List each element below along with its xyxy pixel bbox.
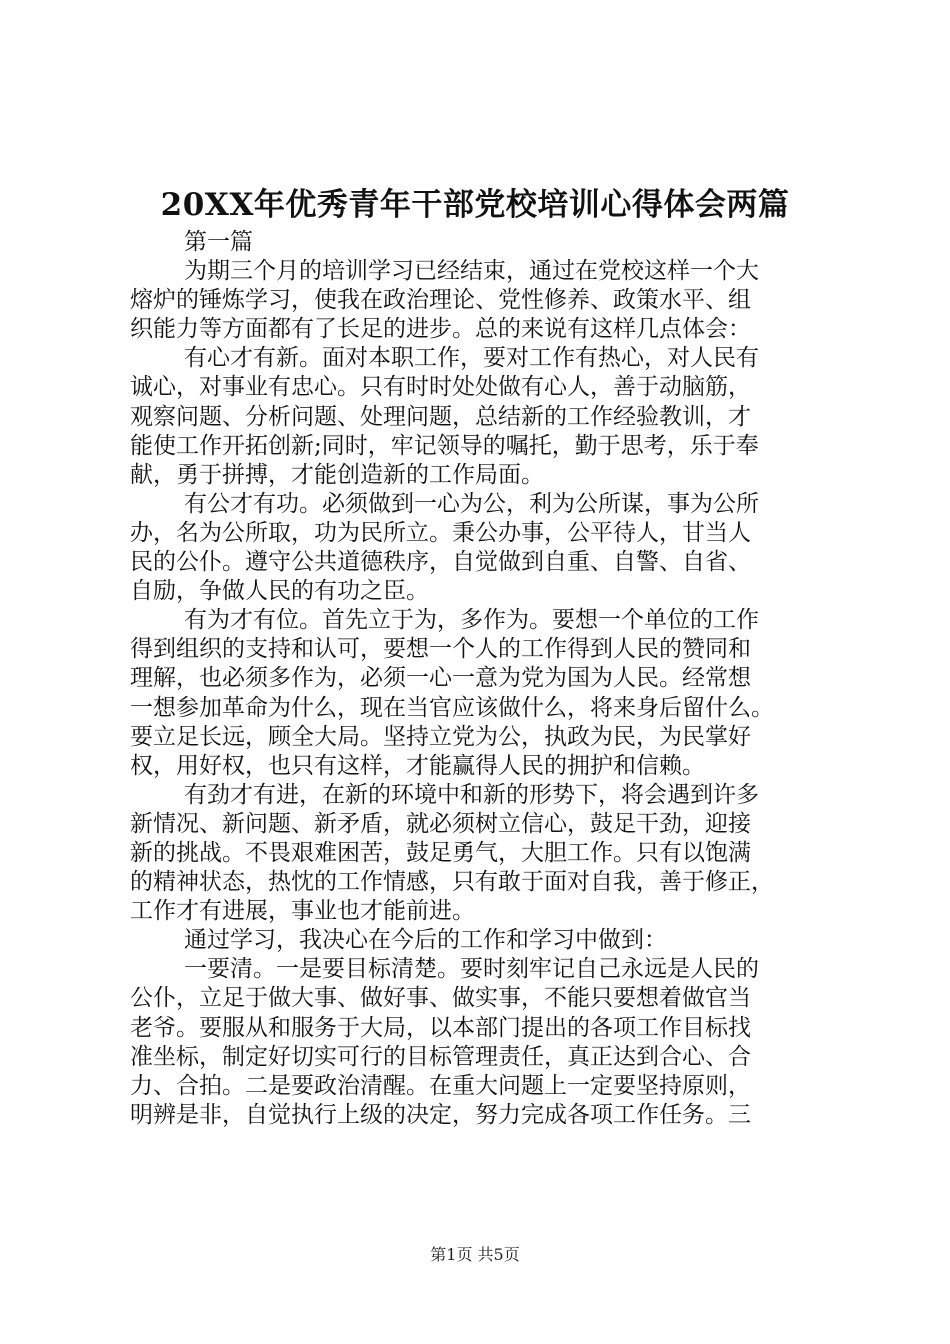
paragraph-line: 自励，争做人民的有功之臣。 bbox=[130, 578, 429, 605]
paragraph-line: 明辨是非，自觉执行上级的决定，努力完成各项工作任务。三 bbox=[130, 1101, 751, 1128]
paragraph-line: 老爷。要服从和服务于大局，以本部门提出的各项工作目标找 bbox=[130, 1014, 751, 1041]
paragraph-line: 工作才有进展，事业也才能前进。 bbox=[130, 898, 475, 925]
paragraph-line: 为期三个月的培训学习已经结束，通过在党校这样一个大 bbox=[184, 258, 759, 285]
paragraph-line: 能使工作开拓创新;同时，牢记领导的嘱托，勤于思考，乐于奉 bbox=[130, 432, 759, 459]
paragraph-line: 织能力等方面都有了长足的进步。总的来说有这样几点体会： bbox=[130, 316, 751, 343]
paragraph-line: 有劲才有进，在新的环境中和新的形势下，将会遇到许多 bbox=[184, 781, 759, 808]
paragraph-line: 准坐标，制定好切实可行的目标管理责任，真正达到合心、合 bbox=[130, 1043, 751, 1070]
paragraph-line: 得到组织的支持和认可，要想一个人的工作得到人民的赞同和 bbox=[130, 636, 751, 663]
paragraph-line: 理解，也必须多作为，必须一心一意为党为国为人民。经常想 bbox=[130, 665, 751, 692]
document-body bbox=[130, 228, 830, 1130]
paragraph-line: 有心才有新。面对本职工作，要对工作有热心，对人民有 bbox=[184, 345, 759, 372]
paragraph-line: 办，名为公所取，功为民所立。秉公办事，公平待人，甘当人 bbox=[130, 519, 751, 546]
document-title: 20XX年优秀青年干部党校培训心得体会两篇 bbox=[160, 187, 790, 223]
paragraph-line: 民的公仆。遵守公共道德秩序，自觉做到自重、自警、自省、 bbox=[130, 549, 751, 576]
paragraph-line: 权，用好权，也只有这样，才能赢得人民的拥护和信赖。 bbox=[130, 752, 705, 779]
paragraph-line: 熔炉的锤炼学习，使我在政治理论、党性修养、政策水平、组 bbox=[130, 287, 751, 314]
page-footer: 第1页 共5页 bbox=[430, 1245, 520, 1264]
paragraph-line: 有为才有位。首先立于为，多作为。要想一个单位的工作 bbox=[184, 607, 759, 634]
paragraph-line: 公仆，立足于做大事、做好事、做实事，不能只要想着做官当 bbox=[130, 985, 751, 1012]
paragraph-line: 新的挑战。不畏艰难困苦，鼓足勇气，大胆工作。只有以饱满 bbox=[130, 839, 751, 866]
paragraph-line: 通过学习，我决心在今后的工作和学习中做到： bbox=[184, 927, 667, 954]
paragraph-line: 新情况、新问题、新矛盾，就必须树立信心，鼓足干劲，迎接 bbox=[130, 810, 751, 837]
paragraph-line: 要立足长远，顾全大局。坚持立党为公，执政为民，为民掌好 bbox=[130, 723, 751, 750]
paragraph-line: 诚心，对事业有忠心。只有时时处处做有心人，善于动脑筋， bbox=[130, 374, 751, 401]
paragraph-line: 第一篇 bbox=[184, 229, 253, 255]
paragraph-line: 的精神状态，热忱的工作情感，只有敢于面对自我，善于修正， bbox=[130, 869, 774, 896]
paragraph-line: 观察问题、分析问题、处理问题，总结新的工作经验教训，才 bbox=[130, 403, 751, 430]
paragraph-line: 有公才有功。必须做到一心为公，利为公所谋，事为公所 bbox=[184, 490, 759, 517]
paragraph-line: 力、合拍。二是要政治清醒。在重大问题上一定要坚持原则， bbox=[130, 1072, 751, 1099]
paragraph-line: 一想参加革命为什么，现在当官应该做什么，将来身后留什么。 bbox=[130, 694, 774, 721]
paragraph-line: 献，勇于拼搏，才能创造新的工作局面。 bbox=[130, 461, 544, 488]
paragraph-line: 一要清。一是要目标清楚。要时刻牢记自己永远是人民的 bbox=[184, 956, 759, 983]
